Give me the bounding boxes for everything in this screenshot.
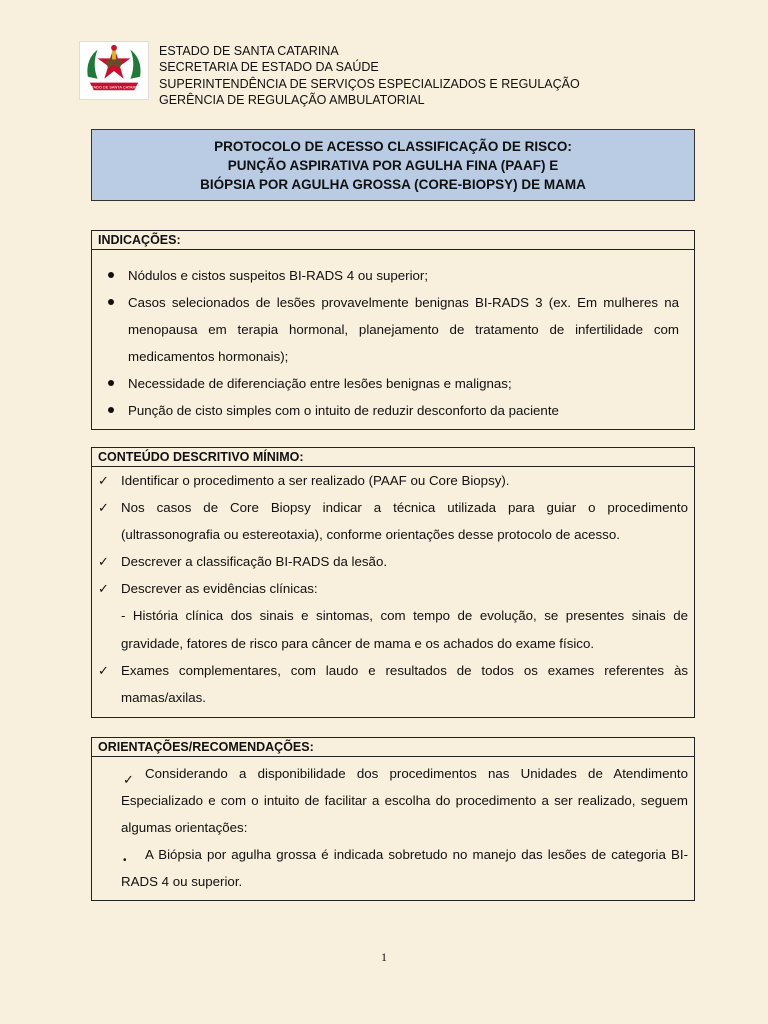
conteudo-list bbox=[92, 467, 694, 711]
list-item bbox=[98, 494, 688, 548]
institution-header bbox=[159, 43, 580, 108]
section-heading-orientacoes: ORIENTAÇÕES/RECOMENDAÇÕES: bbox=[92, 738, 694, 757]
list-item bbox=[98, 657, 688, 711]
list-item bbox=[128, 397, 679, 424]
checkmark-icon: ✓ bbox=[98, 554, 109, 570]
section-conteudo-minimo bbox=[91, 447, 695, 718]
conteudo-text-4: Descrever as evidências clínicas: bbox=[121, 581, 318, 597]
orientacao-check-rest: Especializado e com o intuito de facilitar a escolha do procedimento a ser realizado, seguem algumas orientações: bbox=[121, 793, 688, 836]
header-line-state: ESTADO DE SANTA CATARINA bbox=[159, 44, 339, 58]
bullet-icon bbox=[108, 380, 114, 386]
santa-catarina-coat-of-arms-icon bbox=[80, 42, 148, 99]
logo-ribbon-text: ESTADO DE SANTA CATARINA bbox=[86, 85, 142, 90]
list-item bbox=[128, 262, 679, 289]
section-heading-indicacoes: INDICAÇÕES: bbox=[92, 231, 694, 250]
list-item bbox=[128, 289, 679, 370]
orientacao-bullet-line bbox=[121, 841, 688, 868]
bullet-icon bbox=[108, 272, 114, 278]
protocol-title-box bbox=[91, 129, 695, 201]
checkmark-icon: ✓ bbox=[98, 500, 109, 516]
conteudo-text-3: Descrever a classificação BI-RADS da lesão. bbox=[121, 554, 388, 570]
indicacao-text-1: Nódulos e cistos suspeitos BI-RADS 4 ou superior; bbox=[128, 268, 429, 283]
header-line-gerencia: GERÊNCIA DE REGULAÇÃO AMBULATORIAL bbox=[159, 92, 425, 107]
list-item bbox=[128, 370, 679, 397]
indicacao-text-3: Necessidade de diferenciação entre lesões benignas e malignas; bbox=[128, 376, 512, 392]
checkmark-icon: ✓ bbox=[98, 581, 109, 597]
header-line-superintendencia: SUPERINTENDÊNCIA DE SERVIÇOS ESPECIALIZADOS E REGULAÇÃO bbox=[159, 76, 580, 91]
orientacao-bullet-rest: RADS 4 ou superior. bbox=[121, 874, 243, 890]
orientacao-bullet-first: A Biópsia por agulha grossa é indicada sobretudo no manejo das lesões de categoria BI- bbox=[145, 847, 688, 863]
list-item bbox=[98, 467, 688, 494]
state-coat-of-arms-logo bbox=[79, 41, 149, 100]
indicacao-text-4: Punção de cisto simples com o intuito de reduzir desconforto da paciente bbox=[128, 403, 559, 419]
indicacoes-list bbox=[92, 250, 694, 425]
sub-item-historia-clinica: - História clínica dos sinais e sintomas, com tempo de evolução, se presentes sinais de gravidade, fatores de risco para câncer de mama e os achados do exame físico. bbox=[121, 608, 688, 651]
conteudo-text-2: Nos casos de Core Biopsy indicar a técnica utilizada para guiar o procedimento (ultrassonografia ou estereotaxia), conforme orientações desse protocolo de acesso. bbox=[121, 500, 688, 543]
header-line-secretaria: SECRETARIA DE ESTADO DA SAÚDE bbox=[159, 60, 379, 75]
title-line-3: BIÓPSIA POR AGULHA GROSSA (CORE-BIOPSY) DE MAMA bbox=[200, 176, 586, 192]
indicacao-text-2: Casos selecionados de lesões provavelmente benignas BI-RADS 3 (ex. Em mulheres na menopausa em terapia hormonal, planejamento de tratamento de infertilidade com medicamentos hormonais); bbox=[128, 295, 679, 365]
orientacao-check-first: Considerando a disponibilidade dos procedimentos nas Unidades de Atendimento bbox=[145, 766, 688, 781]
bullet-icon bbox=[108, 407, 114, 413]
checkmark-icon: ✓ bbox=[98, 662, 109, 678]
checkmark-icon: ✓ bbox=[123, 772, 134, 787]
list-item bbox=[98, 548, 688, 575]
page-number: 1 bbox=[381, 950, 387, 964]
orientacao-check-line bbox=[121, 760, 688, 787]
conteudo-text-1: Identificar o procedimento a ser realizado (PAAF ou Core Biopsy). bbox=[121, 473, 510, 488]
section-indicacoes bbox=[91, 230, 695, 430]
bullet-icon bbox=[108, 299, 114, 305]
conteudo-text-5: Exames complementares, com laudo e resultados de todos os exames referentes às mamas/axilas. bbox=[121, 662, 688, 705]
list-item bbox=[98, 575, 688, 602]
orientacoes-body bbox=[92, 757, 694, 895]
title-line-2: PUNÇÃO ASPIRATIVA POR AGULHA FINA (PAAF) E bbox=[227, 157, 559, 173]
bullet-icon: • bbox=[123, 855, 127, 867]
section-heading-conteudo: CONTEÚDO DESCRITIVO MÍNIMO: bbox=[92, 448, 694, 467]
title-line-1: PROTOCOLO DE ACESSO CLASSIFICAÇÃO DE RISCO: bbox=[214, 138, 572, 154]
checkmark-icon: ✓ bbox=[98, 473, 109, 488]
section-orientacoes bbox=[91, 737, 695, 901]
